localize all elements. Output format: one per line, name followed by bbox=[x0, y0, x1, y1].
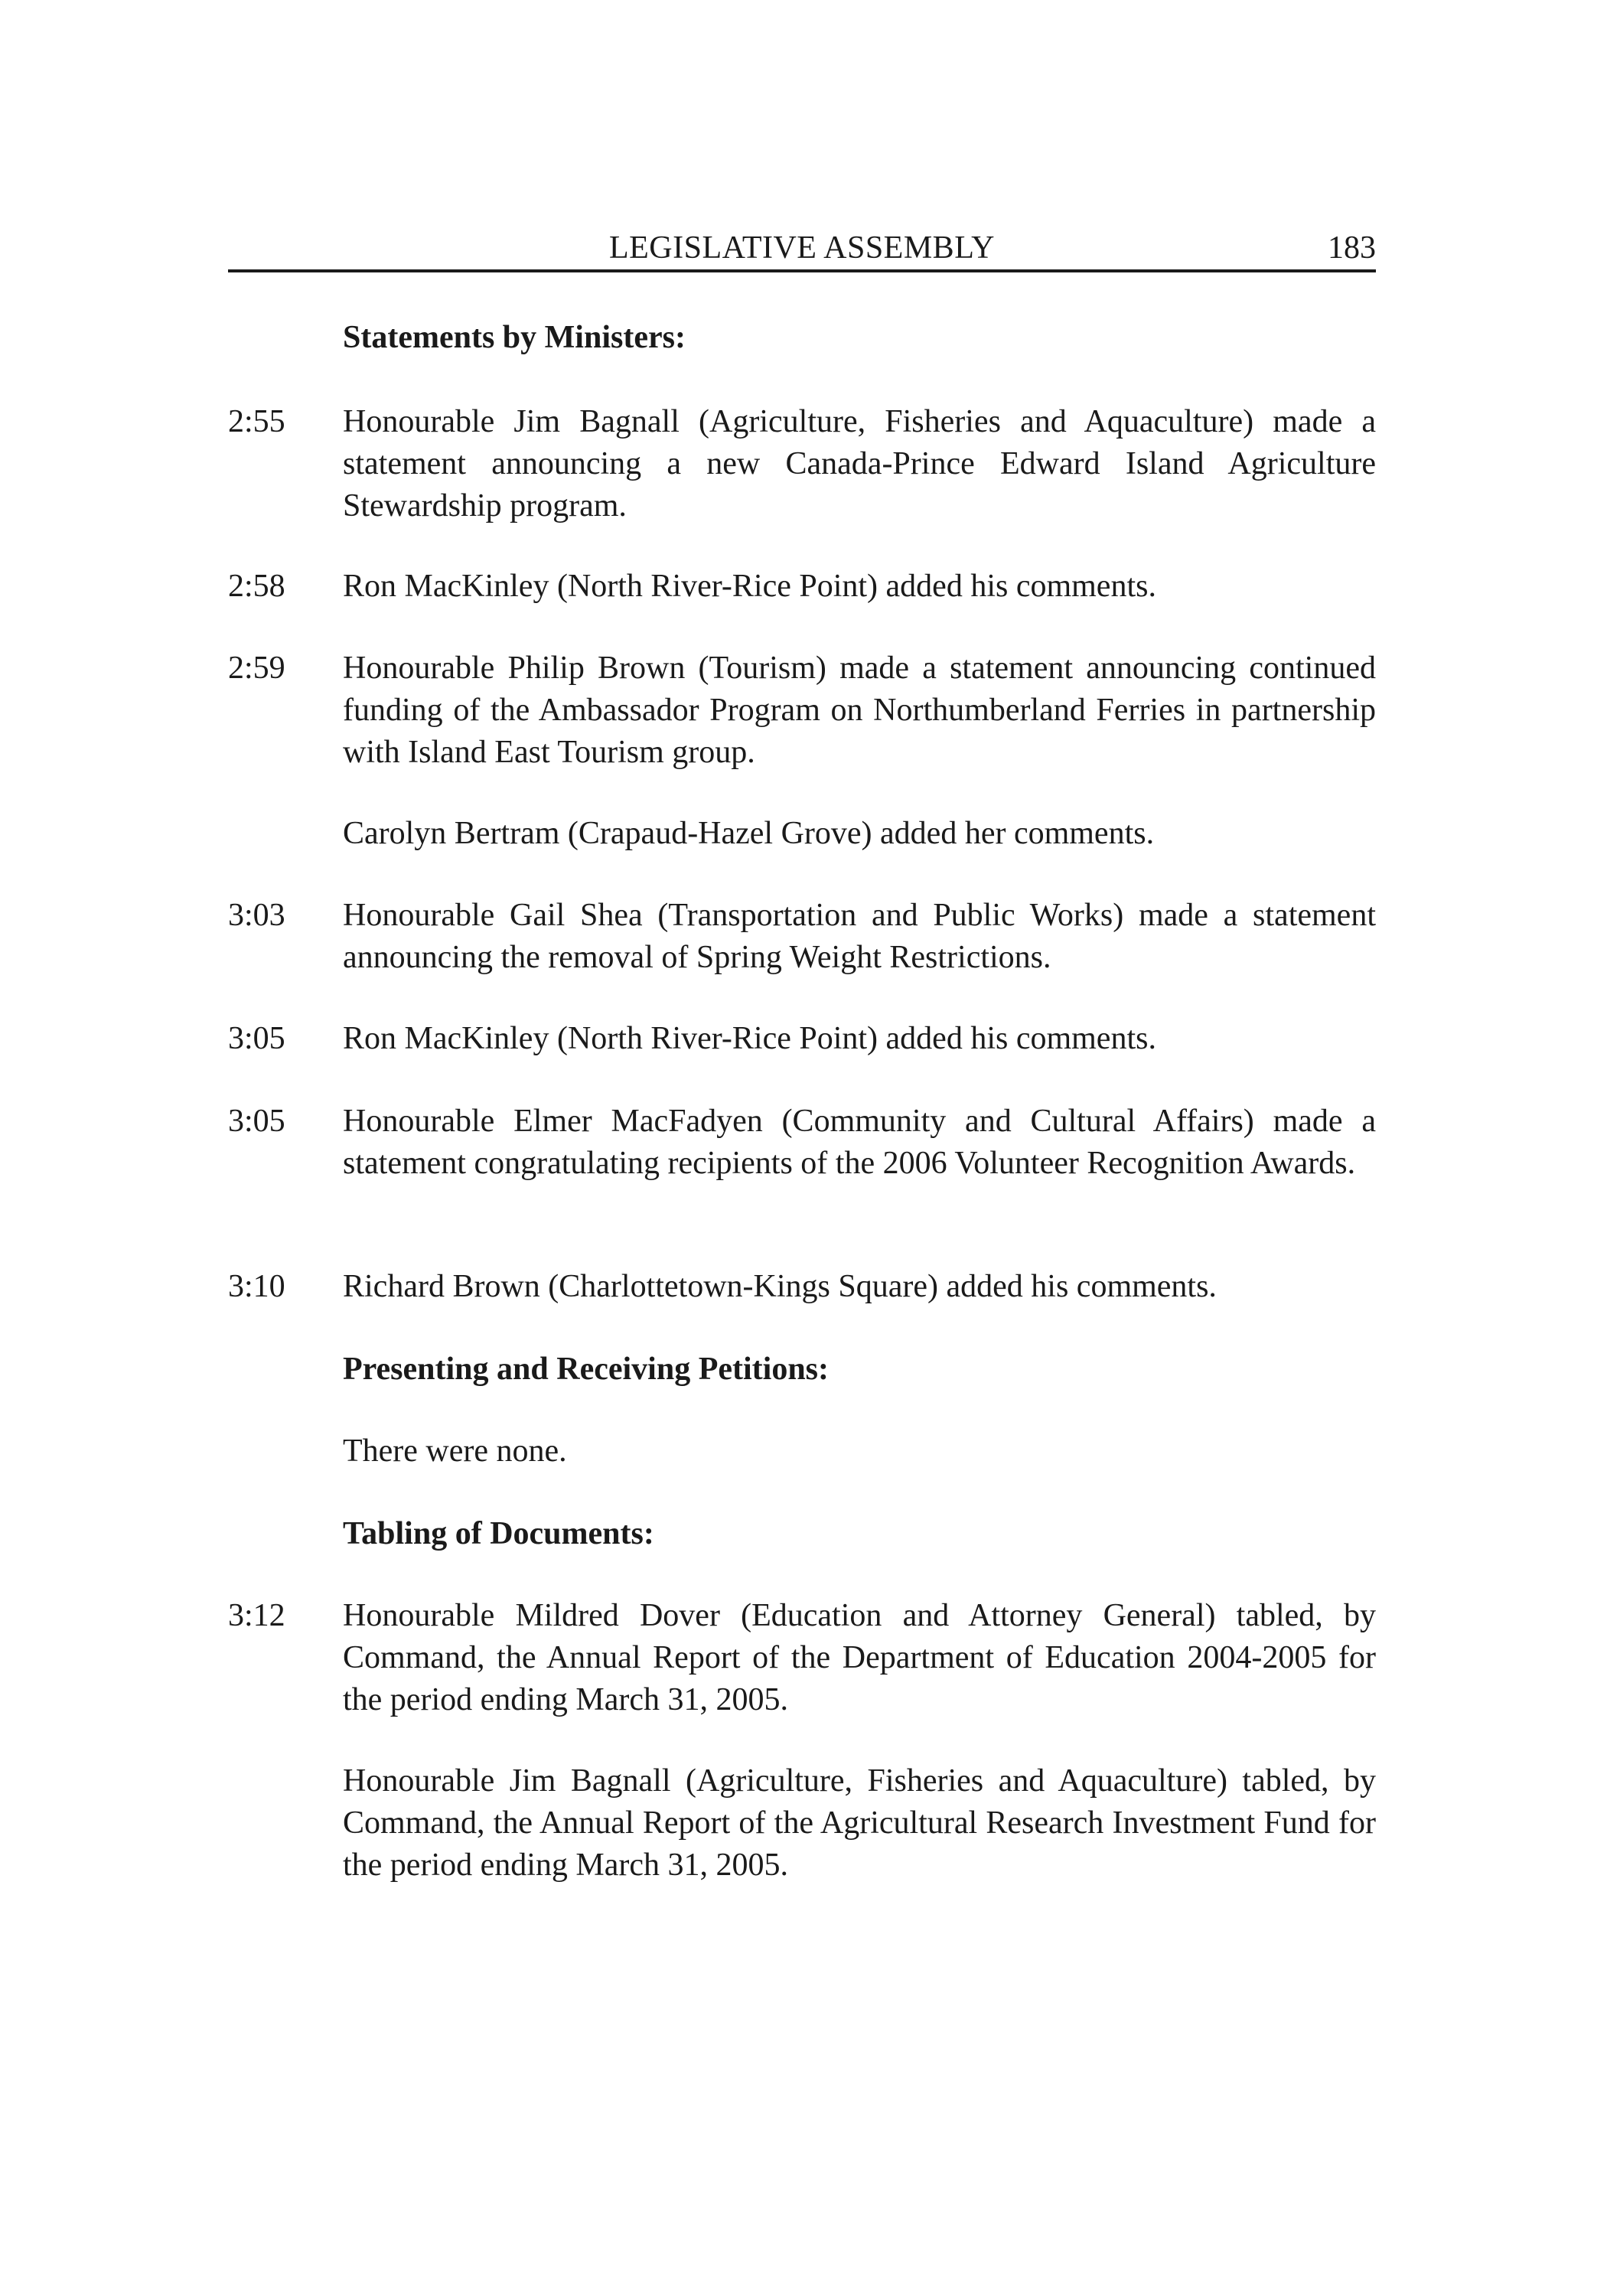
entry-text: Ron MacKinley (North River-Rice Point) added his comments. bbox=[343, 1021, 1156, 1056]
entry-text: Honourable Philip Brown (Tourism) made a statement announcing continued funding of the Ambassador Program on Northumberland Ferries in partnership with Island East Tourism group. bbox=[343, 651, 1376, 770]
petitions-heading: Presenting and Receiving Petitions: bbox=[343, 1352, 830, 1387]
entry-time: 2:55 bbox=[228, 404, 285, 439]
page-number: 183 bbox=[1328, 230, 1376, 266]
entry-time: 2:58 bbox=[228, 569, 285, 604]
entry-time: 3:05 bbox=[228, 1104, 285, 1139]
tabling-heading: Tabling of Documents: bbox=[343, 1516, 654, 1551]
entry-time: 3:12 bbox=[228, 1598, 285, 1633]
entry-text: Ron MacKinley (North River-Rice Point) added his comments. bbox=[343, 569, 1156, 604]
petitions-text: There were none. bbox=[343, 1433, 567, 1469]
entry-text: Honourable Mildred Dover (Education and Attorney General) tabled, by Command, the Annual Report of the Department of Education 2004-2005 for the period ending March 31, 2005. bbox=[343, 1598, 1376, 1717]
entry-time: 2:59 bbox=[228, 651, 285, 686]
page-header bbox=[228, 227, 1376, 272]
entry-text: Carolyn Bertram (Crapaud-Hazel Grove) added her comments. bbox=[343, 816, 1155, 851]
header-title: LEGISLATIVE ASSEMBLY bbox=[609, 230, 995, 266]
entry-text: Honourable Jim Bagnall (Agriculture, Fisheries and Aquaculture) made a statement announcing a new Canada-Prince Edward Island Agriculture Stewardship program. bbox=[343, 404, 1376, 523]
entry-text: Richard Brown (Charlottetown-Kings Square) added his comments. bbox=[343, 1269, 1217, 1304]
entry-time: 3:05 bbox=[228, 1021, 285, 1056]
entry-text: Honourable Gail Shea (Transportation and Public Works) made a statement announcing the removal of Spring Weight Restrictions. bbox=[343, 898, 1376, 975]
entry-text: Honourable Elmer MacFadyen (Community and Cultural Affairs) made a statement congratulating recipients of the 2006 Volunteer Recognition Awards. bbox=[343, 1104, 1376, 1181]
statements-heading: Statements by Ministers: bbox=[343, 320, 686, 355]
entry-time: 3:10 bbox=[228, 1269, 285, 1304]
entry-text: Honourable Jim Bagnall (Agriculture, Fisheries and Aquaculture) tabled, by Command, the Annual Report of the Agricultural Research Investment Fund for the period ending March 31, 2005. bbox=[343, 1763, 1376, 1883]
entry-time: 3:03 bbox=[228, 898, 285, 933]
